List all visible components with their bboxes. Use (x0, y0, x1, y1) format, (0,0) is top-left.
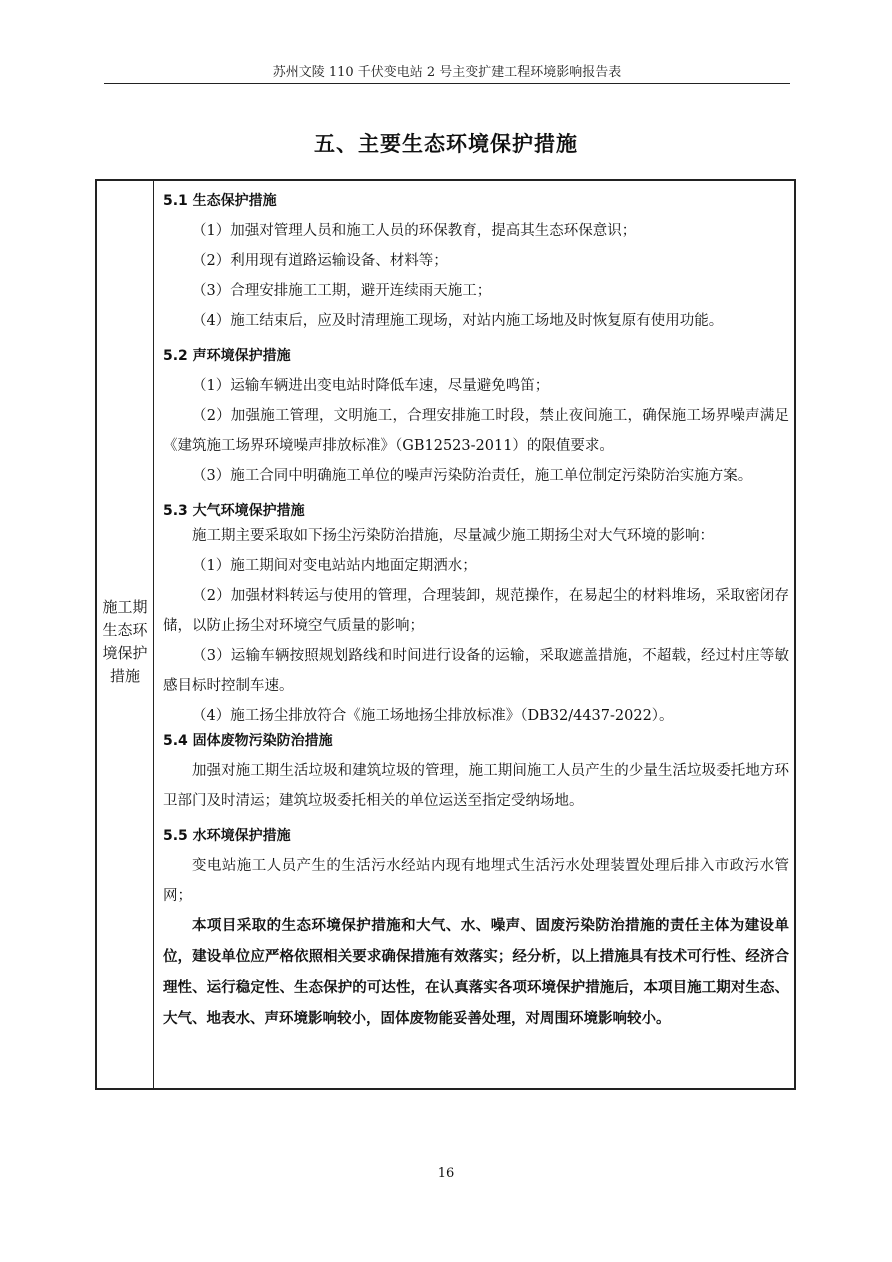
document-header: 苏州文陵 110 千伏变电站 2 号主变扩建工程环境影响报告表 (272, 65, 622, 80)
conclusion-text: 本项目采取的生态环境保护措施和大气、水、噪声、固废污染防治措施的责任主体为建设单位，建设单位应严格依照相关要求确保措施有效落实；经分析，以上措施具有技术可行性、经济合理性、运行稳定性、生态保护的可达性，在认真落实各项环境保护措施后，本项目施工期对生态、大气、地表水、声环境影响较小，固体废物能妥善处理，对周围环境影响较小。 (163, 918, 789, 1027)
measures-content (163, 191, 789, 1035)
section-title-noise: 5.2 声环境保护措施 (163, 348, 291, 364)
row-label (97, 596, 153, 688)
section-title-ecology: 5.1 生态保护措施 (163, 193, 277, 209)
noise-item-2: （2）加强施工管理，文明施工，合理安排施工时段，禁止夜间施工，确保施工场界噪声满足《建筑施工场界环境噪声排放标准》（GB12523-2011）的限值要求。 (163, 408, 789, 454)
noise-item-1: （1）运输车辆进出变电站时降低车速，尽量避免鸣笛； (192, 378, 550, 394)
ecology-item-3: （3）合理安排施工工期，避开连续雨天施工； (192, 283, 492, 299)
noise-item-3: （3）施工合同中明确施工单位的噪声污染防治责任，施工单位制定污染防治实施方案。 (192, 468, 753, 484)
row-label-line: 境保护 (102, 644, 148, 662)
header-rule (104, 83, 790, 84)
section-title-air: 5.3 大气环境保护措施 (163, 503, 305, 519)
ecology-item-4: （4）施工结束后，应及时清理施工现场，对站内施工场地及时恢复原有使用功能。 (192, 313, 724, 329)
air-intro: 施工期主要采取如下扬尘污染防治措施，尽量减少施工期扬尘对大气环境的影响： (192, 528, 714, 544)
column-divider (153, 181, 154, 1088)
section-title-solid-waste: 5.4 固体废物污染防治措施 (163, 733, 333, 749)
row-label-line: 措施 (109, 667, 140, 685)
air-item-1: （1）施工期间对变电站站内地面定期洒水； (192, 558, 477, 574)
page-number: 16 (437, 1166, 455, 1181)
ecology-item-2: （2）利用现有道路运输设备、材料等； (192, 253, 448, 269)
measures-table (95, 179, 796, 1090)
row-label-line: 施工期 (102, 598, 148, 616)
section-title-water: 5.5 水环境保护措施 (163, 828, 291, 844)
air-item-4: （4）施工扬尘排放符合《施工场地扬尘排放标准》（DB32/4437-2022）。 (192, 708, 674, 724)
row-label-line: 生态环 (102, 621, 148, 639)
ecology-item-1: （1）加强对管理人员和施工人员的环保教育，提高其生态环保意识； (192, 223, 637, 239)
water-text: 变电站施工人员产生的生活污水经站内现有地埋式生活污水处理装置处理后排入市政污水管网； (163, 858, 789, 904)
air-item-3: （3）运输车辆按照规划路线和时间进行设备的运输，采取遮盖措施，不超载，经过村庄等敏感目标时控制车速。 (163, 648, 789, 694)
page-title: 五、主要生态环境保护措施 (314, 132, 578, 156)
solid-waste-text: 加强对施工期生活垃圾和建筑垃圾的管理，施工期间施工人员产生的少量生活垃圾委托地方环卫部门及时清运；建筑垃圾委托相关的单位运送至指定受纳场地。 (163, 763, 789, 809)
air-item-2: （2）加强材料转运与使用的管理，合理装卸，规范操作，在易起尘的材料堆场，采取密闭存储，以防止扬尘对环境空气质量的影响； (163, 588, 789, 634)
